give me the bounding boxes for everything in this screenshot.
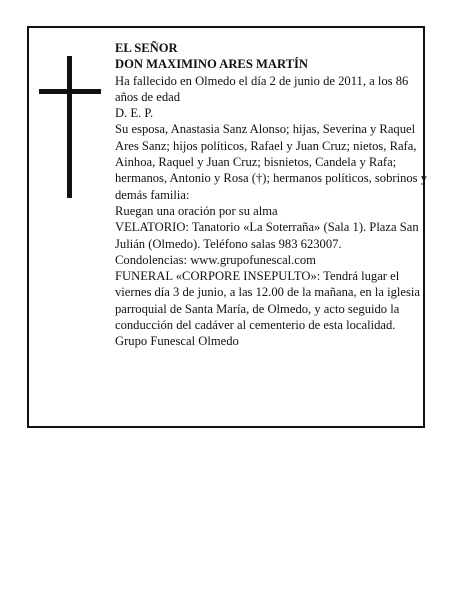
cross-vertical-bar [67,56,72,198]
signature: Grupo Funescal Olmedo [115,334,239,349]
family-list: Su esposa, Anastasia Sanz Alonso; hijas, Severina y Raquel Ares Sanz; hijos políticos, Rafael y Juan Cruz; nietos, Rafa, Ainhoa, Raquel y Juan Cruz; bisnietos, Candela y Rafa; hermanos, Antonio y Rosa (†); hermanos políticos, sobrinos y demás familia: [115,122,428,202]
title-line-1: EL SEÑOR [115,41,178,55]
cross-horizontal-bar [39,89,101,94]
prayer-line: Ruegan una oración por su alma [115,203,278,218]
deceased-name: DON MAXIMINO ARES MARTÍN [115,57,309,72]
latin-cross-icon [39,56,101,198]
condolences-line: Condolencias: www.grupofunescal.com [115,252,316,267]
notice-text [115,40,427,350]
obituary-notice [27,26,428,428]
funeral-info: FUNERAL «CORPORE INSEPULTO»: Tendrá lugar el viernes día 3 de junio, a las 12.00 de la mañana, en la iglesia parroquial de Santa María, de Olmedo, y acto seguido la conducción del cadáver al cementerio de esta localidad. [115,269,420,333]
dep-line: D. E. P. [115,106,154,121]
death-info: Ha fallecido en Olmedo el día 2 de junio de 2011, a los 86 años de edad [115,73,409,104]
velatorio-info: VELATORIO: Tanatorio «La Soterraña» (Sala 1). Plaza San Julián (Olmedo). Teléfono salas 983 623007. [115,220,419,251]
